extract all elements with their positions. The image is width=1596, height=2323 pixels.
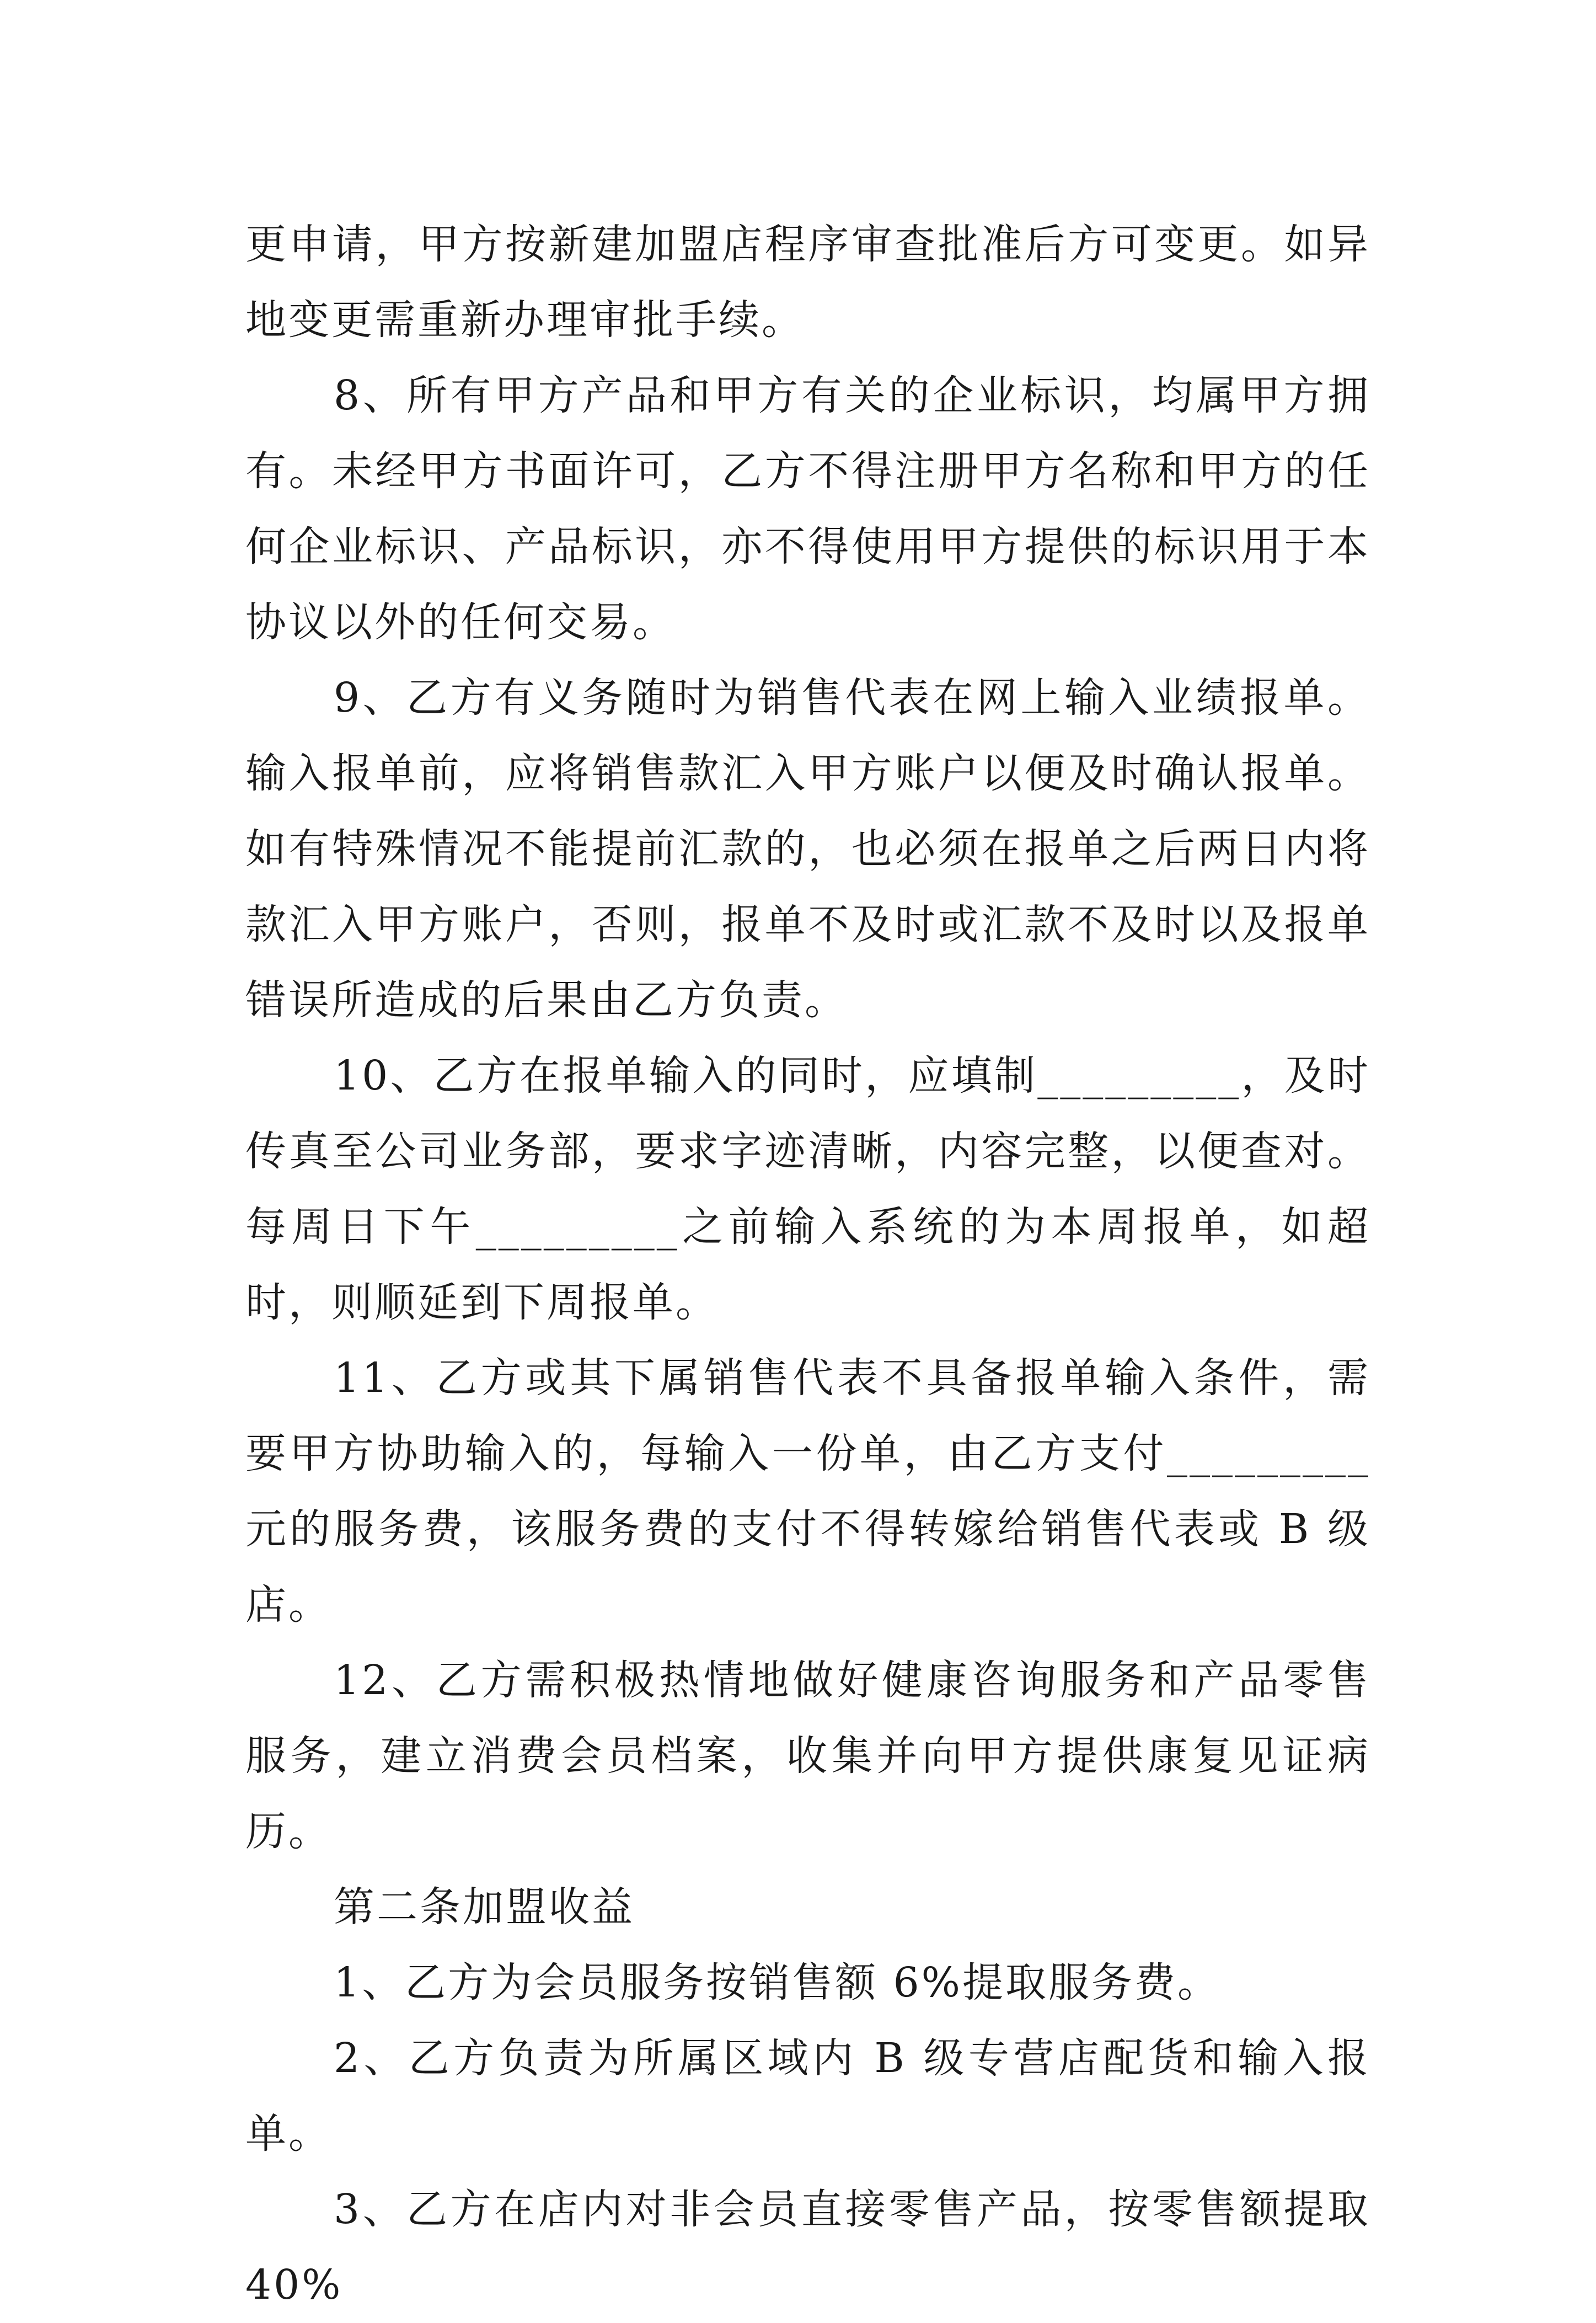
paragraph-clause-11: 11、乙方或其下属销售代表不具备报单输入条件，需要甲方协助输入的，每输入一份单，由乙方支付_________元的服务费，该服务费的支付不得转嫁给销售代表或 B 级店。 <box>245 1354 1370 1628</box>
paragraph-income-2: 2、乙方负责为所属区域内 B 级专营店配货和输入报单。 <box>245 2034 1370 2158</box>
paragraph-income-1: 1、乙方为会员服务按销售额 6%提取服务费。 <box>334 1959 1220 2006</box>
paragraph-continuation: 更申请，甲方按新建加盟店程序审查批准后方可变更。如异地变更需重新办理审批手续。 <box>245 221 1370 344</box>
paragraph-clause-8: 8、所有甲方产品和甲方有关的企业标识，均属甲方拥有。未经甲方书面许可，乙方不得注册甲方名称和甲方的任何企业标识、产品标识，亦不得使用甲方提供的标识用于本协议以外的任何交易。 <box>245 372 1370 646</box>
paragraph-clause-12: 12、乙方需积极热情地做好健康咨询服务和产品零售服务，建立消费会员档案，收集并向甲方提供康复见证病历。 <box>245 1657 1370 1855</box>
document-body <box>245 207 1386 2323</box>
paragraph-income-3: 3、乙方在店内对非会员直接零售产品，按零售额提取 40% <box>245 2186 1386 2309</box>
paragraph-clause-10: 10、乙方在报单输入的同时，应填制_________，及时传真至公司业务部，要求字迹清晰，内容完整，以便查对。每周日下午_________之前输入系统的为本周报单，如超时，则顺延到下周报单。 <box>245 1052 1370 1326</box>
section-heading-article-2: 第二条加盟收益 <box>334 1883 635 1931</box>
paragraph-clause-9: 9、乙方有义务随时为销售代表在网上输入业绩报单。输入报单前，应将销售款汇入甲方账户以便及时确认报单。如有特殊情况不能提前汇款的，也必须在报单之后两日内将款汇入甲方账户，否则，报单不及时或汇款不及时以及报单错误所造成的后果由乙方负责。 <box>245 674 1370 1024</box>
